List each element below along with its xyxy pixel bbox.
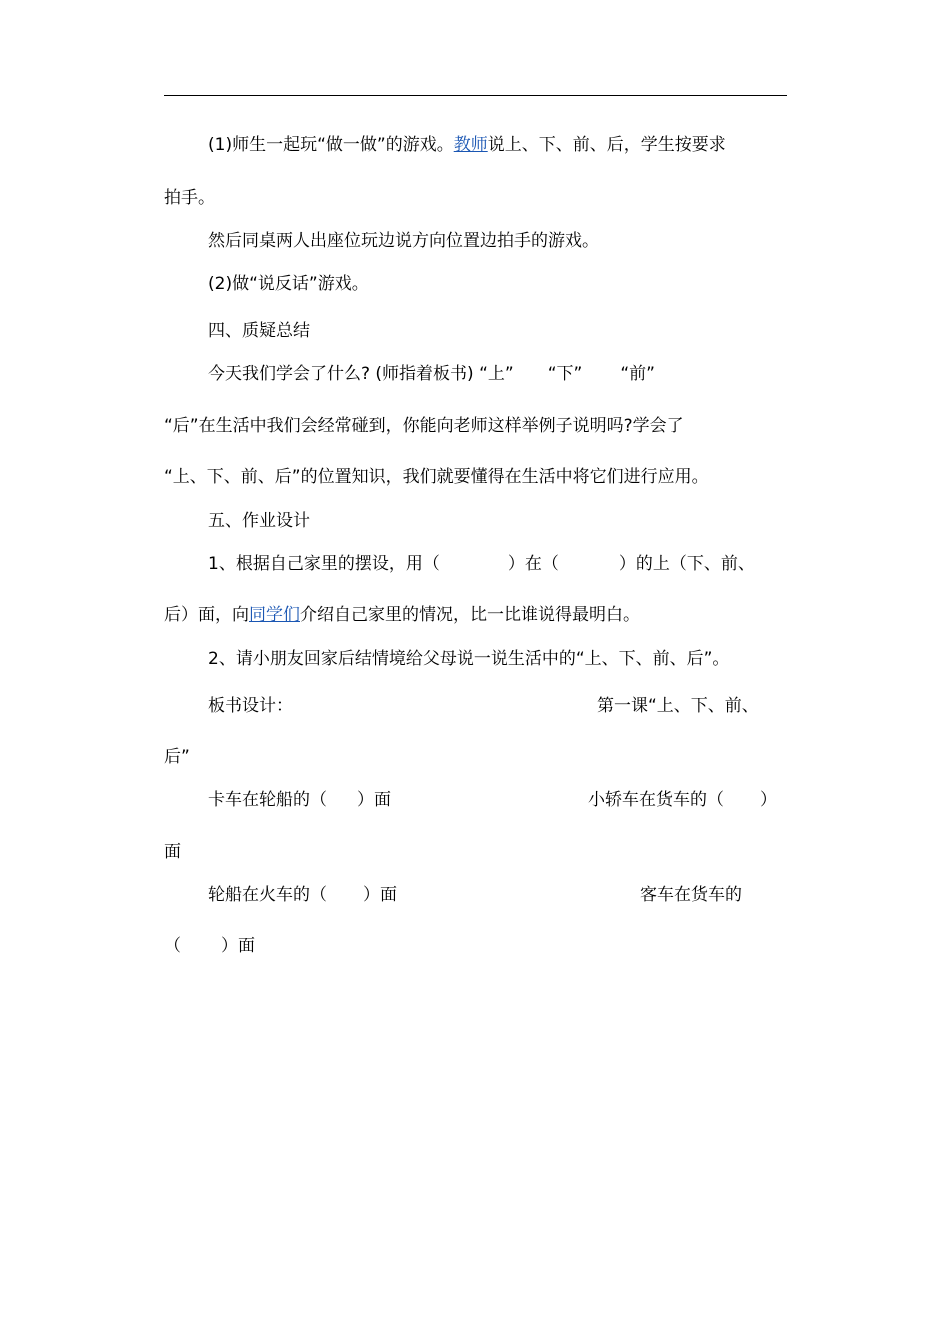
text-segment: ）在（ <box>507 554 559 574</box>
text-segment: 说上、下、前、后，学生按要求 <box>487 135 726 155</box>
blackboard-item-car-cont: 面 <box>164 842 181 862</box>
text-segment: 轮船在火车的（ <box>208 885 327 905</box>
blackboard-item-bus-cont <box>164 934 794 958</box>
paragraph-game-1 <box>208 133 838 157</box>
text-segment: ） <box>760 790 777 810</box>
text-segment: 1、根据自己家里的摆设，用（ <box>208 554 440 574</box>
text-segment: 板书设计： <box>208 696 293 716</box>
text-segment: (1)师生一起玩“做一做”的游戏。 <box>208 135 454 155</box>
paragraph-homework-1-cont <box>164 603 794 627</box>
text-segment: 卡车在轮船的（ <box>208 790 327 810</box>
paragraph-desk-partners: 然后同桌两人出座位玩边说方向位置边拍手的游戏。 <box>208 231 599 251</box>
link-teacher[interactable]: 教师 <box>453 135 488 155</box>
link-classmates[interactable]: 同学们 <box>249 605 300 625</box>
text-segment: 小轿车在货车的（ <box>588 790 724 810</box>
paragraph-summary-cont-1: “后”在生活中我们会经常碰到，你能向老师这样举例子说明吗?学会了 <box>164 416 684 436</box>
blackboard-title-cont: 后” <box>164 747 190 767</box>
paragraph-summary-cont-2: “上、下、前、后”的位置知识，我们就要懂得在生活中将它们进行应用。 <box>164 467 709 487</box>
paragraph-summary-question <box>208 362 838 386</box>
text-segment: “下” <box>547 364 583 384</box>
header-rule <box>164 95 787 96</box>
blackboard-title: 第一课“上、下、前、 <box>597 696 759 716</box>
text-segment: ）面 <box>363 885 397 905</box>
text-segment: ）的上（下、前、 <box>618 554 755 574</box>
paragraph-game-2: (2)做“说反话”游戏。 <box>208 274 369 294</box>
paragraph-game-1-cont: 拍手。 <box>164 188 215 208</box>
paragraph-homework-1 <box>208 552 838 576</box>
paragraph-homework-2: 2、请小朋友回家后结情境给父母说一说生活中的“上、下、前、后”。 <box>208 649 730 669</box>
text-segment: 介绍自己家里的情况，比一比谁说得最明白。 <box>300 605 640 625</box>
section-heading-homework: 五、作业设计 <box>208 511 310 531</box>
text-segment: “前” <box>620 364 655 384</box>
blackboard-item-car <box>588 788 793 812</box>
section-heading-summary: 四、质疑总结 <box>208 321 310 341</box>
text-segment: ）面 <box>357 790 391 810</box>
blackboard-item-truck <box>208 788 448 812</box>
blackboard-item-ship <box>208 883 468 907</box>
blackboard-item-bus: 客车在货车的 <box>640 885 742 905</box>
text-segment: （ <box>164 936 181 956</box>
text-segment: 今天我们学会了什么? (师指着板书) “上” <box>208 364 514 384</box>
text-segment: ）面 <box>221 936 255 956</box>
text-segment: 后）面，向 <box>164 605 249 625</box>
